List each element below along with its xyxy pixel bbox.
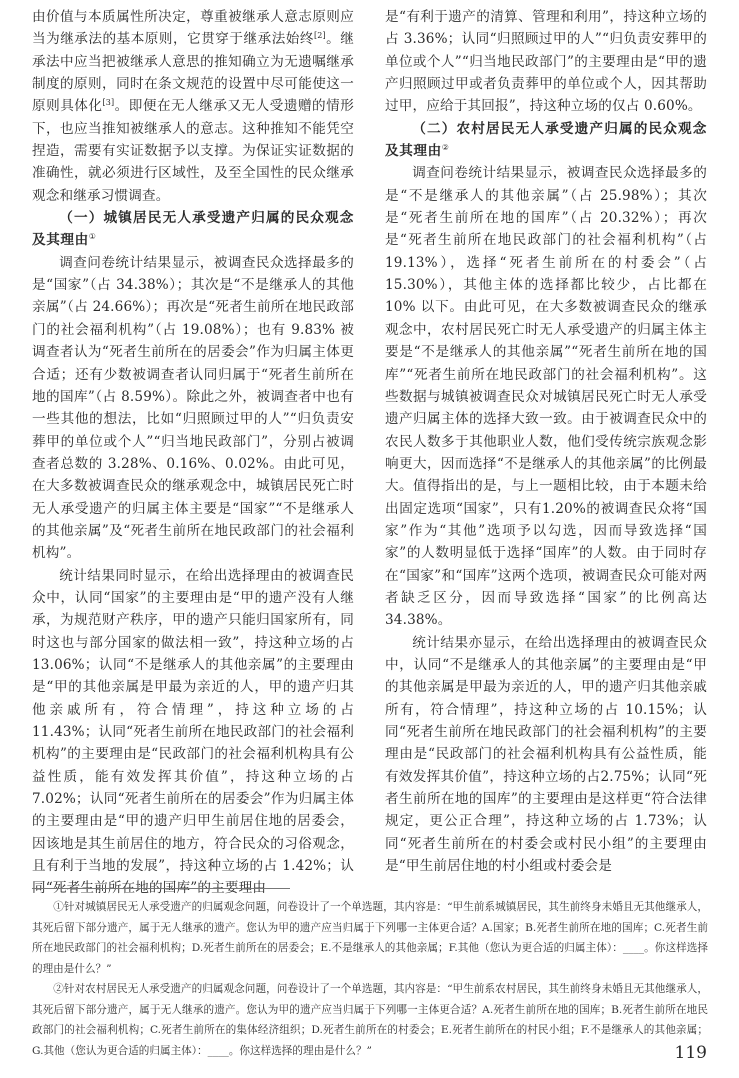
body-paragraph: [32, 6, 354, 207]
citation-ref[interactable]: [3]: [102, 98, 115, 108]
section-heading-urban: [32, 207, 354, 252]
footnote-divider: [32, 888, 290, 889]
page-number: 119: [674, 1043, 707, 1063]
footnote-2: ②针对农村居民无人承受遗产的归属观念问题，问卷设计了一个单选题，其内容是：“甲生前系农村居民，其生前终身未婚且无其他继承人，其死后留下部分遗产，属于无人继承的遗产。您认为甲的遗产应当归属于下列哪一主体更合适？A.死者生前所在地的国库；B.死者生前所在地民政部门的社会福利机构；C.死者生前所在的集体经济组织；D.死者生前所在的村委会；E.死者生前所在的村民小组；F.不是继承人的其他亲属；G.其他（您认为更合适的归属主体）：____。你这样选择的理由是什么？”: [32, 983, 708, 1057]
paragraph-text: 。继承法中应当把被继承人意思的推知确立为无遗嘱继承制度的原则，同时在条文规范的设置中尽可能使这一原则具体化: [32, 31, 354, 115]
footnote-marker[interactable]: ②: [441, 143, 450, 153]
body-paragraph: 统计结果同时显示，在给出选择理由的被调查民众中，认同“国家”的主要理由是“甲的遗产没有人继承，为规范财产秩序，甲的遗产只能归国家所有，同时这也与部分国家的做法相一致”，持这种立场的占 13.06%；认同“不是继承人的其他亲属”的主要理由是“甲的其他亲属是甲最为亲近的人，甲的遗产归其他亲戚所有，符合情理”，持这种立场的占 11.43%；认同“死者生前所在地民政部门的社会福利机构”的主要理由是“民政部门的社会福利机构具有公益性质，能有效发挥其价值”，持这种立场的占 7.02%；认同“死者生前所在的居委会”作为归属主体的主要理由是“甲的遗产归甲生前居住地的居委会，因该地是其生前居住的地方，符合民众的习俗观念，且有利于当地的发展”，持这种立场的占 1.42%；认同“死者生前所在地的国库”的主要理由: [32, 567, 354, 897]
right-column: [385, 6, 707, 877]
paragraph-text: 。即便在无人继承又无人受遗赠的情形下，也应当推知被继承人的意志。这种推知不能凭空捏造，需要有实证数据予以支撑。为保证实证数据的准确性，就必须进行区域性，及至全国性的民众继承观念和继承习惯调查。: [32, 98, 354, 204]
body-paragraph: 统计结果亦显示，在给出选择理由的被调查民众中，认同“不是继承人的其他亲属”的主要理由是“甲的其他亲属是甲最为亲近的人，甲的遗产归其他亲戚所有，符合情理”，持这种立场的占 10.15%；认同“死者生前所在地民政部门的社会福利机构”的主要理由是“民政部门的社会福利机构具有公益性质，能有效发挥其价值”，持这种立场的占2.75%；认同“死者生前所在地的国库”的主要理由是这样更“符合法律规定，更公正合理”，持这种立场的占 1.73%；认同“死者生前所在的村委会或村民小组”的主要理由是“甲生前居住地的村小组或村委会是: [385, 634, 707, 875]
section-heading-title: （一）城镇居民无人承受遗产归属的民众观念及其理由: [32, 210, 354, 249]
body-paragraph: 调查问卷统计结果显示，被调查民众选择最多的是“国家”（占 34.38%）；其次是“不是继承人的其他亲属”（占 24.66%）；再次是“死者生前所在地民政部门的社会福利机构”（占 19.08%）；也有 9.83% 被调查者认为“死者生前所在的居委会”作为归属主体更合适；还有少数被调查者认同归属于“死者生前所在地的国库”（占 8.59%）。除此之外，被调查者中也有一些其他的想法，比如“归照顾过甲的人”“归负责安葬甲的单位或个人”“归当地民政部门”，分别占被调查者总数的 3.28%、0.16%、0.02%。由此可见，在大多数被调查民众的继承观念中，城镇居民死亡时无人承受遗产的归属主体主要是“国家”“不是继承人的其他亲属”及“死者生前所在地民政部门的社会福利机构”。: [32, 254, 354, 562]
body-paragraph: 是“有利于遗产的清算、管理和利用”，持这种立场的占 3.36%；认同“归照顾过甲的人”“归负责安葬甲的单位或个人”“归当地民政部门”的主要理由是“甲的遗产归照顾过甲或者负责葬甲的单位或个人，因其帮助过甲，应给于其回报”，持这种立场的仅占 0.60%。: [385, 9, 707, 115]
footnotes: [32, 897, 708, 1061]
section-heading-rural: [385, 118, 707, 163]
body-paragraph: 调查问卷统计结果显示，被调查民众选择最多的是“不是继承人的其他亲属”（占 25.98%）；其次是“死者生前所在地的国库”（占 20.32%）；再次是“死者生前所在地民政部门的社会福利机构”（占 19.13%），选择“死者生前所在的村委会”（占 15.30%），其他主体的选择都比较少，占比都在 10% 以下。由此可见，在大多数被调查民众的继承观念中，农村居民死亡时无人承受遗产的归属主体主要是“不是继承人的其他亲属”“死者生前所在地的国库”“死者生前所在地民政部门的社会福利机构”。这些数据与城镇被调查民众对城镇居民死亡时无人承受遗产归属主体的选择大致一致。由于被调查民众中的农民人数多于其他职业人数，他们受传统宗族观念影响更大，因而选择“不是继承人的其他亲属”的比例最大。值得指出的是，与上一题相比较，由于本题未给出固定选项“国家”，只有1.20%的被调查民众将“国家”作为“其他”选项予以勾选，因而导致选择“国家”的人数明显低于选择“国库”的人数。由于同时存在“国家”和“国库”这两个选项，被调查民众可能对两者缺乏区分，因而导致选择“国家”的比例高达34.38%。: [385, 165, 707, 629]
footnote-1: ①针对城镇居民无人承受遗产的归属观念问题，问卷设计了一个单选题，其内容是：“甲生前系城镇居民，其生前终身未婚且无其他继承人，其死后留下部分遗产，属于无人继承的遗产。您认为甲的遗产应当归属于下列哪一主体更合适？A.国家；B.死者生前所在地的国库；C.死者生前所在地民政部门的社会福利机构；D.死者生前所在的居委会；E.不是继承人的其他亲属；F.其他（您认为更合适的归属主体）：____。你这样选择的理由是什么？”: [32, 901, 708, 975]
left-column: [32, 6, 354, 900]
footnote-marker[interactable]: ①: [88, 232, 97, 242]
paragraph-text: 由价值与本质属性所决定，尊重被继承人意志原则应当为继承法的基本原则，它贯穿于继承法始终: [32, 9, 354, 48]
section-heading-title: （二）农村居民无人承受遗产归属的民众观念及其理由: [385, 120, 707, 160]
citation-ref[interactable]: [2]: [314, 31, 326, 41]
